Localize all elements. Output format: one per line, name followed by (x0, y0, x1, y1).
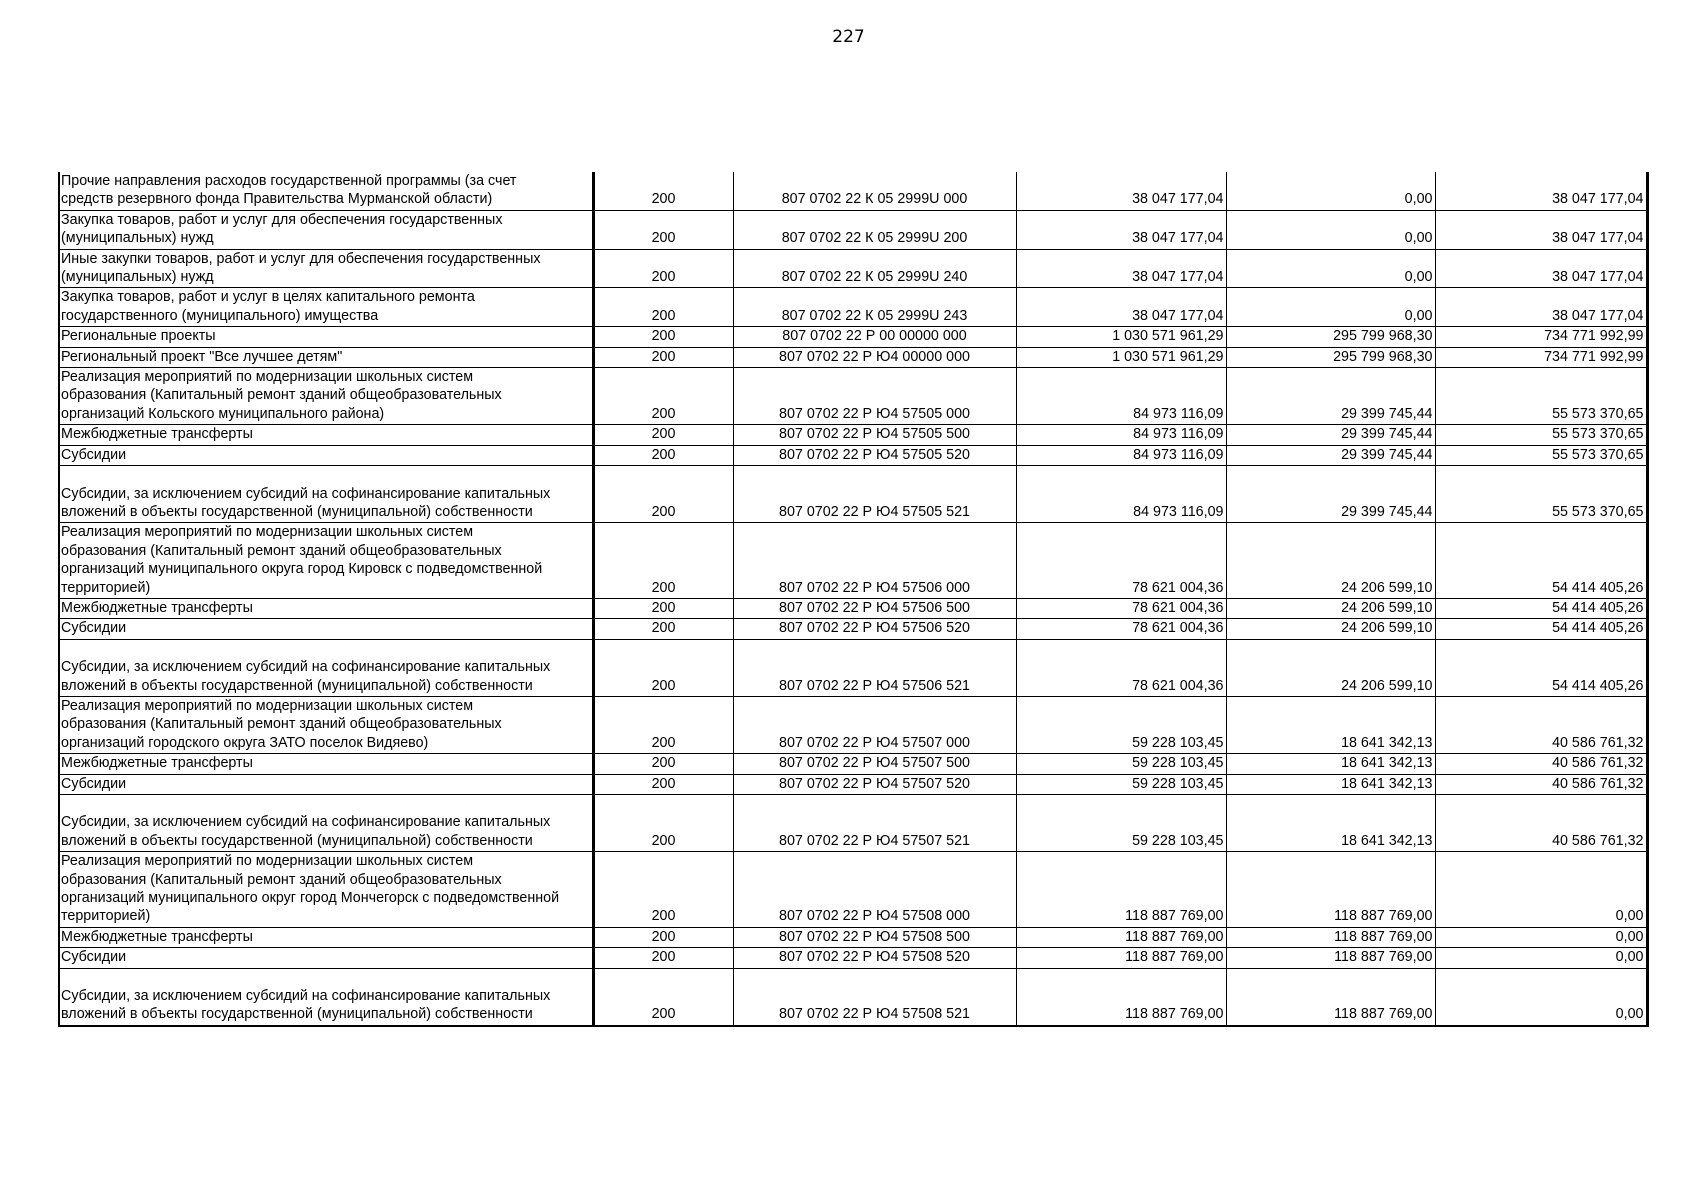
row-amount-2-cell: 295 799 968,30 (1226, 347, 1435, 367)
row-name-cell: Субсидии (59, 445, 593, 465)
row-classification-cell: 807 0702 22 Р Ю4 00000 000 (733, 347, 1016, 367)
table-row (59, 852, 1647, 928)
row-amount-2-cell: 0,00 (1226, 249, 1435, 288)
row-code-cell: 200 (593, 774, 733, 794)
row-amount-2-cell: 18 641 342,13 (1226, 754, 1435, 774)
table-row (59, 598, 1647, 618)
row-code-cell: 200 (593, 968, 733, 1026)
row-code-cell: 200 (593, 927, 733, 947)
row-name-cell: Иные закупки товаров, работ и услуг для обеспечения государственных (муниципальных) нужд (59, 249, 593, 288)
row-classification-cell: 807 0702 22 Р Ю4 57506 520 (733, 619, 1016, 639)
row-classification-cell: 807 0702 22 Р Ю4 57505 520 (733, 445, 1016, 465)
row-code-cell: 200 (593, 172, 733, 210)
row-code-cell: 200 (593, 445, 733, 465)
row-amount-total-cell: 84 973 116,09 (1016, 368, 1226, 425)
table-row (59, 754, 1647, 774)
row-classification-cell: 807 0702 22 Р Ю4 57508 000 (733, 852, 1016, 928)
row-code-cell: 200 (593, 754, 733, 774)
table-row (59, 927, 1647, 947)
row-amount-2-cell: 118 887 769,00 (1226, 968, 1435, 1026)
row-amount-2-cell: 118 887 769,00 (1226, 948, 1435, 968)
row-name-cell: Межбюджетные трансферты (59, 754, 593, 774)
row-amount-2-cell: 18 641 342,13 (1226, 795, 1435, 852)
row-classification-cell: 807 0702 22 Р 00 00000 000 (733, 327, 1016, 347)
row-amount-3-cell: 38 047 177,04 (1435, 172, 1647, 210)
table-row (59, 466, 1647, 523)
row-name-cell: Закупка товаров, работ и услуг для обеспечения государственных (муниципальных) нужд (59, 210, 593, 249)
row-amount-3-cell: 55 573 370,65 (1435, 445, 1647, 465)
row-name-cell: Межбюджетные трансферты (59, 598, 593, 618)
row-code-cell: 200 (593, 249, 733, 288)
row-amount-3-cell: 40 586 761,32 (1435, 795, 1647, 852)
row-amount-3-cell: 55 573 370,65 (1435, 368, 1647, 425)
row-amount-3-cell: 55 573 370,65 (1435, 466, 1647, 523)
row-amount-3-cell: 38 047 177,04 (1435, 210, 1647, 249)
table-row (59, 172, 1647, 210)
row-classification-cell: 807 0702 22 К 05 2999U 240 (733, 249, 1016, 288)
row-classification-cell: 807 0702 22 Р Ю4 57508 500 (733, 927, 1016, 947)
row-name-cell: Закупка товаров, работ и услуг в целях капитального ремонта государственного (муниципального) имущества (59, 288, 593, 327)
row-amount-total-cell: 38 047 177,04 (1016, 210, 1226, 249)
row-amount-total-cell: 38 047 177,04 (1016, 172, 1226, 210)
row-amount-total-cell: 59 228 103,45 (1016, 754, 1226, 774)
table-row (59, 774, 1647, 794)
row-amount-total-cell: 38 047 177,04 (1016, 249, 1226, 288)
row-amount-3-cell: 54 414 405,26 (1435, 523, 1647, 599)
row-name-cell: Реализация мероприятий по модернизации школьных систем образования (Капитальный ремонт зданий общеобразовательных организаций муниципального округа город Кировск с подведомственной территорией) (59, 523, 593, 599)
row-code-cell: 200 (593, 948, 733, 968)
row-amount-2-cell: 29 399 745,44 (1226, 466, 1435, 523)
row-code-cell: 200 (593, 639, 733, 696)
row-amount-total-cell: 1 030 571 961,29 (1016, 327, 1226, 347)
row-code-cell: 200 (593, 347, 733, 367)
row-classification-cell: 807 0702 22 Р Ю4 57505 521 (733, 466, 1016, 523)
row-classification-cell: 807 0702 22 Р Ю4 57505 500 (733, 425, 1016, 445)
row-name-cell: Региональные проекты (59, 327, 593, 347)
row-classification-cell: 807 0702 22 К 05 2999U 243 (733, 288, 1016, 327)
row-classification-cell: 807 0702 22 Р Ю4 57508 520 (733, 948, 1016, 968)
table-row (59, 288, 1647, 327)
row-amount-total-cell: 38 047 177,04 (1016, 288, 1226, 327)
row-amount-3-cell: 0,00 (1435, 927, 1647, 947)
row-classification-cell: 807 0702 22 Р Ю4 57507 520 (733, 774, 1016, 794)
row-code-cell: 200 (593, 598, 733, 618)
row-amount-3-cell: 0,00 (1435, 852, 1647, 928)
row-amount-3-cell: 38 047 177,04 (1435, 249, 1647, 288)
row-amount-total-cell: 78 621 004,36 (1016, 619, 1226, 639)
row-code-cell: 200 (593, 368, 733, 425)
page-number: 227 (832, 27, 865, 47)
table-row (59, 523, 1647, 599)
budget-table-body (59, 172, 1647, 1026)
row-code-cell: 200 (593, 210, 733, 249)
row-classification-cell: 807 0702 22 Р Ю4 57506 500 (733, 598, 1016, 618)
row-code-cell: 200 (593, 696, 733, 753)
row-amount-total-cell: 78 621 004,36 (1016, 523, 1226, 599)
row-amount-3-cell: 54 414 405,26 (1435, 639, 1647, 696)
row-name-cell: Субсидии (59, 619, 593, 639)
row-amount-total-cell: 84 973 116,09 (1016, 445, 1226, 465)
row-amount-2-cell: 24 206 599,10 (1226, 523, 1435, 599)
row-amount-total-cell: 84 973 116,09 (1016, 425, 1226, 445)
row-name-cell: Реализация мероприятий по модернизации школьных систем образования (Капитальный ремонт зданий общеобразовательных организаций городского округа ЗАТО поселок Видяево) (59, 696, 593, 753)
row-amount-total-cell: 78 621 004,36 (1016, 598, 1226, 618)
row-amount-total-cell: 84 973 116,09 (1016, 466, 1226, 523)
row-amount-total-cell: 1 030 571 961,29 (1016, 347, 1226, 367)
row-amount-3-cell: 0,00 (1435, 948, 1647, 968)
row-classification-cell: 807 0702 22 К 05 2999U 000 (733, 172, 1016, 210)
row-amount-3-cell: 54 414 405,26 (1435, 619, 1647, 639)
row-code-cell: 200 (593, 523, 733, 599)
row-name-cell: Реализация мероприятий по модернизации школьных систем образования (Капитальный ремонт зданий общеобразовательных организаций муниципального округ город Мончегорск с подведомственной территорией) (59, 852, 593, 928)
row-amount-3-cell: 734 771 992,99 (1435, 327, 1647, 347)
row-code-cell: 200 (593, 852, 733, 928)
table-row (59, 795, 1647, 852)
row-amount-total-cell: 118 887 769,00 (1016, 968, 1226, 1026)
row-amount-total-cell: 78 621 004,36 (1016, 639, 1226, 696)
row-name-cell: Прочие направления расходов государственной программы (за счет средств резервного фонда Правительства Мурманской области) (59, 172, 593, 210)
row-amount-2-cell: 0,00 (1226, 288, 1435, 327)
table-row (59, 368, 1647, 425)
table-row (59, 210, 1647, 249)
row-amount-total-cell: 59 228 103,45 (1016, 795, 1226, 852)
table-row (59, 948, 1647, 968)
row-classification-cell: 807 0702 22 К 05 2999U 200 (733, 210, 1016, 249)
row-amount-2-cell: 29 399 745,44 (1226, 368, 1435, 425)
row-amount-total-cell: 118 887 769,00 (1016, 852, 1226, 928)
table-row (59, 968, 1647, 1026)
row-amount-2-cell: 118 887 769,00 (1226, 852, 1435, 928)
table-row (59, 619, 1647, 639)
row-amount-2-cell: 24 206 599,10 (1226, 639, 1435, 696)
row-name-cell: Региональный проект "Все лучшее детям" (59, 347, 593, 367)
row-amount-3-cell: 0,00 (1435, 968, 1647, 1026)
row-amount-2-cell: 24 206 599,10 (1226, 598, 1435, 618)
table-row (59, 639, 1647, 696)
row-code-cell: 200 (593, 619, 733, 639)
row-amount-total-cell: 118 887 769,00 (1016, 927, 1226, 947)
table-row (59, 327, 1647, 347)
row-classification-cell: 807 0702 22 Р Ю4 57508 521 (733, 968, 1016, 1026)
row-classification-cell: 807 0702 22 Р Ю4 57507 521 (733, 795, 1016, 852)
row-classification-cell: 807 0702 22 Р Ю4 57506 000 (733, 523, 1016, 599)
row-code-cell: 200 (593, 327, 733, 347)
row-code-cell: 200 (593, 288, 733, 327)
row-classification-cell: 807 0702 22 Р Ю4 57507 000 (733, 696, 1016, 753)
table-row (59, 249, 1647, 288)
row-name-cell: Межбюджетные трансферты (59, 425, 593, 445)
row-amount-2-cell: 0,00 (1226, 172, 1435, 210)
row-name-cell: Реализация мероприятий по модернизации школьных систем образования (Капитальный ремонт зданий общеобразовательных организаций Кольского муниципального района) (59, 368, 593, 425)
row-amount-3-cell: 40 586 761,32 (1435, 774, 1647, 794)
budget-table (58, 172, 1649, 1027)
row-name-cell: Субсидии (59, 948, 593, 968)
row-amount-total-cell: 118 887 769,00 (1016, 948, 1226, 968)
row-amount-3-cell: 734 771 992,99 (1435, 347, 1647, 367)
row-name-cell: Межбюджетные трансферты (59, 927, 593, 947)
row-classification-cell: 807 0702 22 Р Ю4 57506 521 (733, 639, 1016, 696)
row-name-cell: Субсидии, за исключением субсидий на софинансирование капитальных вложений в объекты государственной (муниципальной) собственности (59, 639, 593, 696)
row-name-cell: Субсидии, за исключением субсидий на софинансирование капитальных вложений в объекты государственной (муниципальной) собственности (59, 795, 593, 852)
row-code-cell: 200 (593, 466, 733, 523)
table-row (59, 425, 1647, 445)
row-amount-total-cell: 59 228 103,45 (1016, 774, 1226, 794)
row-amount-2-cell: 24 206 599,10 (1226, 619, 1435, 639)
row-classification-cell: 807 0702 22 Р Ю4 57505 000 (733, 368, 1016, 425)
row-amount-3-cell: 40 586 761,32 (1435, 696, 1647, 753)
row-amount-2-cell: 29 399 745,44 (1226, 445, 1435, 465)
row-amount-2-cell: 0,00 (1226, 210, 1435, 249)
row-amount-3-cell: 40 586 761,32 (1435, 754, 1647, 774)
row-amount-2-cell: 18 641 342,13 (1226, 696, 1435, 753)
row-name-cell: Субсидии, за исключением субсидий на софинансирование капитальных вложений в объекты государственной (муниципальной) собственности (59, 466, 593, 523)
table-row (59, 445, 1647, 465)
row-name-cell: Субсидии, за исключением субсидий на софинансирование капитальных вложений в объекты государственной (муниципальной) собственности (59, 968, 593, 1026)
row-code-cell: 200 (593, 425, 733, 445)
row-amount-2-cell: 118 887 769,00 (1226, 927, 1435, 947)
row-amount-3-cell: 54 414 405,26 (1435, 598, 1647, 618)
table-row (59, 347, 1647, 367)
row-code-cell: 200 (593, 795, 733, 852)
table-row (59, 696, 1647, 753)
row-amount-3-cell: 55 573 370,65 (1435, 425, 1647, 445)
row-amount-2-cell: 295 799 968,30 (1226, 327, 1435, 347)
row-amount-total-cell: 59 228 103,45 (1016, 696, 1226, 753)
row-amount-3-cell: 38 047 177,04 (1435, 288, 1647, 327)
row-classification-cell: 807 0702 22 Р Ю4 57507 500 (733, 754, 1016, 774)
row-name-cell: Субсидии (59, 774, 593, 794)
row-amount-2-cell: 18 641 342,13 (1226, 774, 1435, 794)
row-amount-2-cell: 29 399 745,44 (1226, 425, 1435, 445)
